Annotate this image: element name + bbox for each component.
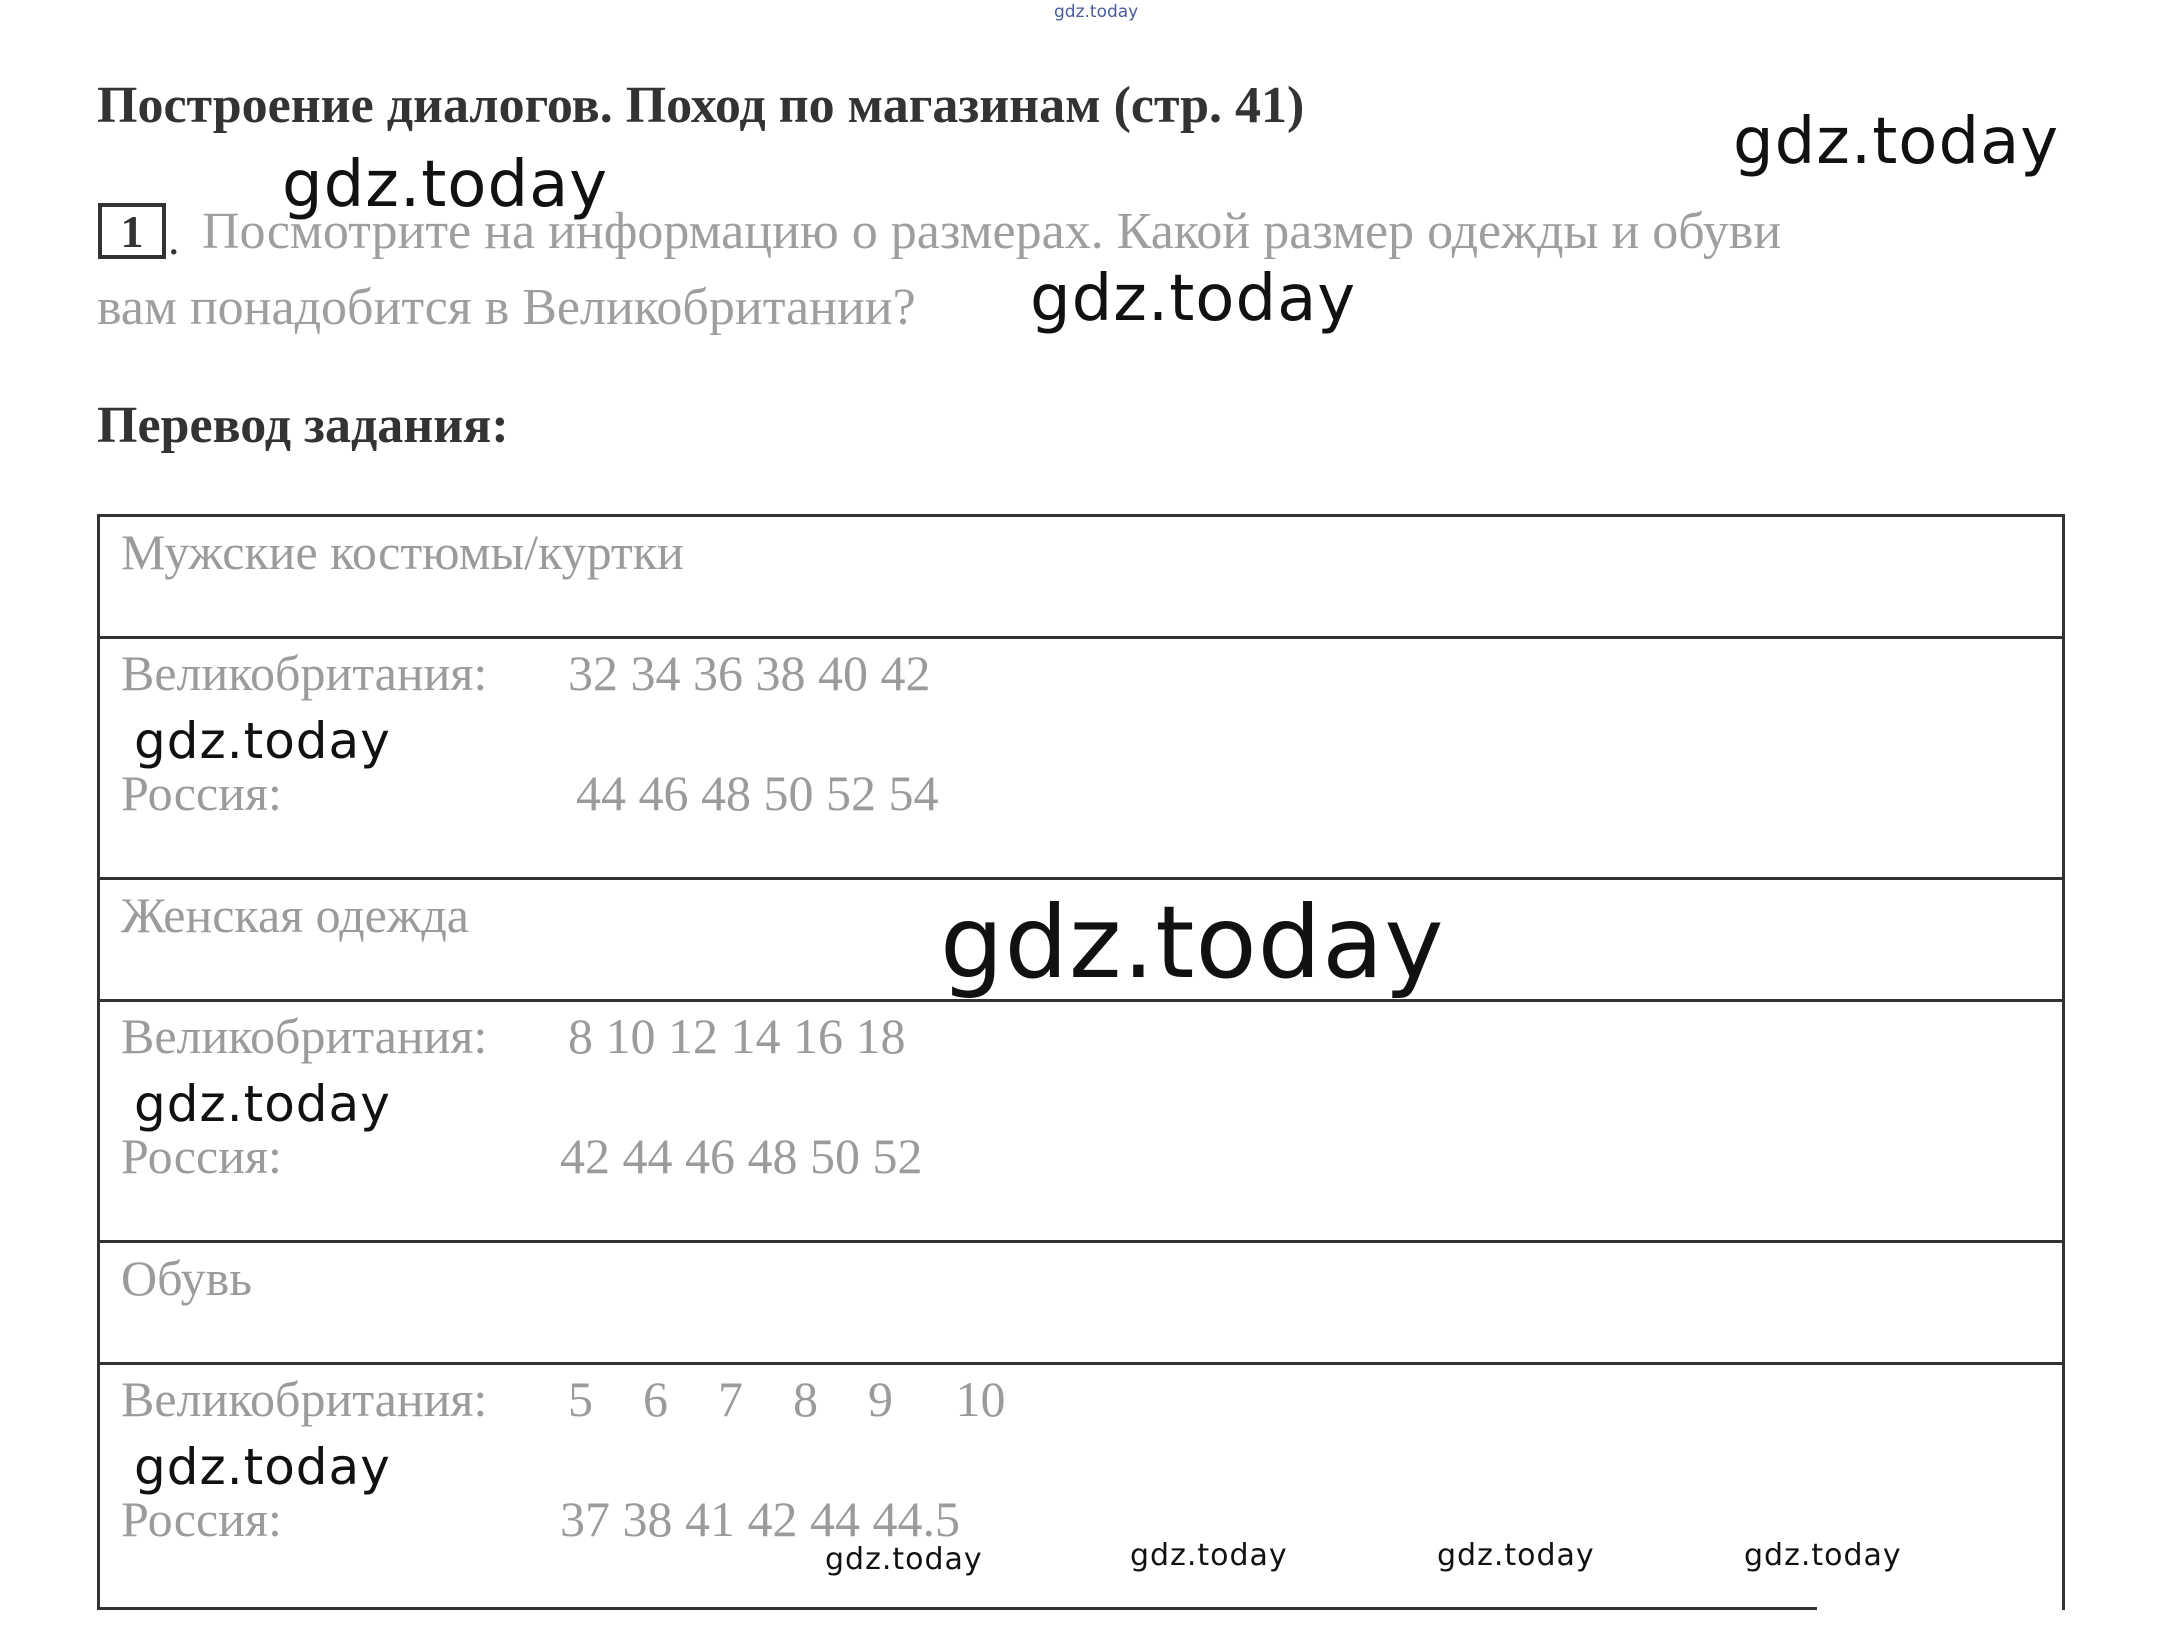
- table-divider: [97, 877, 2065, 880]
- uk-values: 8 10 12 14 16 18: [568, 1008, 906, 1064]
- ru-values: 42 44 46 48 50 52: [560, 1128, 923, 1184]
- ru-values: 37 38 41 42 44 44.5: [560, 1491, 960, 1547]
- task-number-box: 1: [98, 203, 166, 259]
- ru-label: Россия:: [121, 765, 282, 821]
- watermark: gdz.today: [1130, 1538, 1288, 1573]
- table-divider: [97, 636, 2065, 639]
- watermark: gdz.today: [1437, 1538, 1595, 1573]
- ru-values: 44 46 48 50 52 54: [576, 765, 939, 821]
- watermark: gdz.today: [1030, 262, 1357, 336]
- task-number-dot: .: [168, 213, 180, 264]
- ru-label: Россия:: [121, 1491, 282, 1547]
- table-divider: [97, 1362, 2065, 1365]
- translation-heading: Перевод задания:: [97, 397, 509, 454]
- watermark: gdz.today: [940, 884, 1445, 1001]
- task-text-line-2: вам понадобится в Великобритании?: [97, 279, 916, 336]
- section-title-women: Женская одежда: [121, 887, 469, 943]
- section-title-men: Мужские костюмы/куртки: [121, 524, 684, 580]
- uk-label: Великобритания:: [121, 1008, 488, 1064]
- watermark: gdz.today: [825, 1542, 983, 1577]
- watermark: gdz.today: [134, 1438, 391, 1496]
- watermark: gdz.today: [282, 148, 609, 222]
- section-title-shoes: Обувь: [121, 1250, 253, 1306]
- table-divider: [97, 1240, 2065, 1243]
- page-title: Построение диалогов. Поход по магазинам (стр. 41): [97, 77, 1305, 134]
- uk-label: Великобритания:: [121, 645, 488, 701]
- watermark: gdz.today: [134, 1075, 391, 1133]
- watermark: gdz.today: [1733, 105, 2060, 179]
- uk-values: 5 6 7 8 9 10: [568, 1371, 1006, 1427]
- watermark-top: gdz.today: [1054, 2, 1139, 22]
- watermark: gdz.today: [134, 712, 391, 770]
- watermark: gdz.today: [1744, 1538, 1902, 1573]
- uk-values: 32 34 36 38 40 42: [568, 645, 931, 701]
- table-bottom-border: [97, 1607, 1817, 1610]
- task-text-line-1: Посмотрите на информацию о размерах. Какой размер одежды и обуви: [202, 203, 1782, 260]
- uk-label: Великобритания:: [121, 1371, 488, 1427]
- ru-label: Россия:: [121, 1128, 282, 1184]
